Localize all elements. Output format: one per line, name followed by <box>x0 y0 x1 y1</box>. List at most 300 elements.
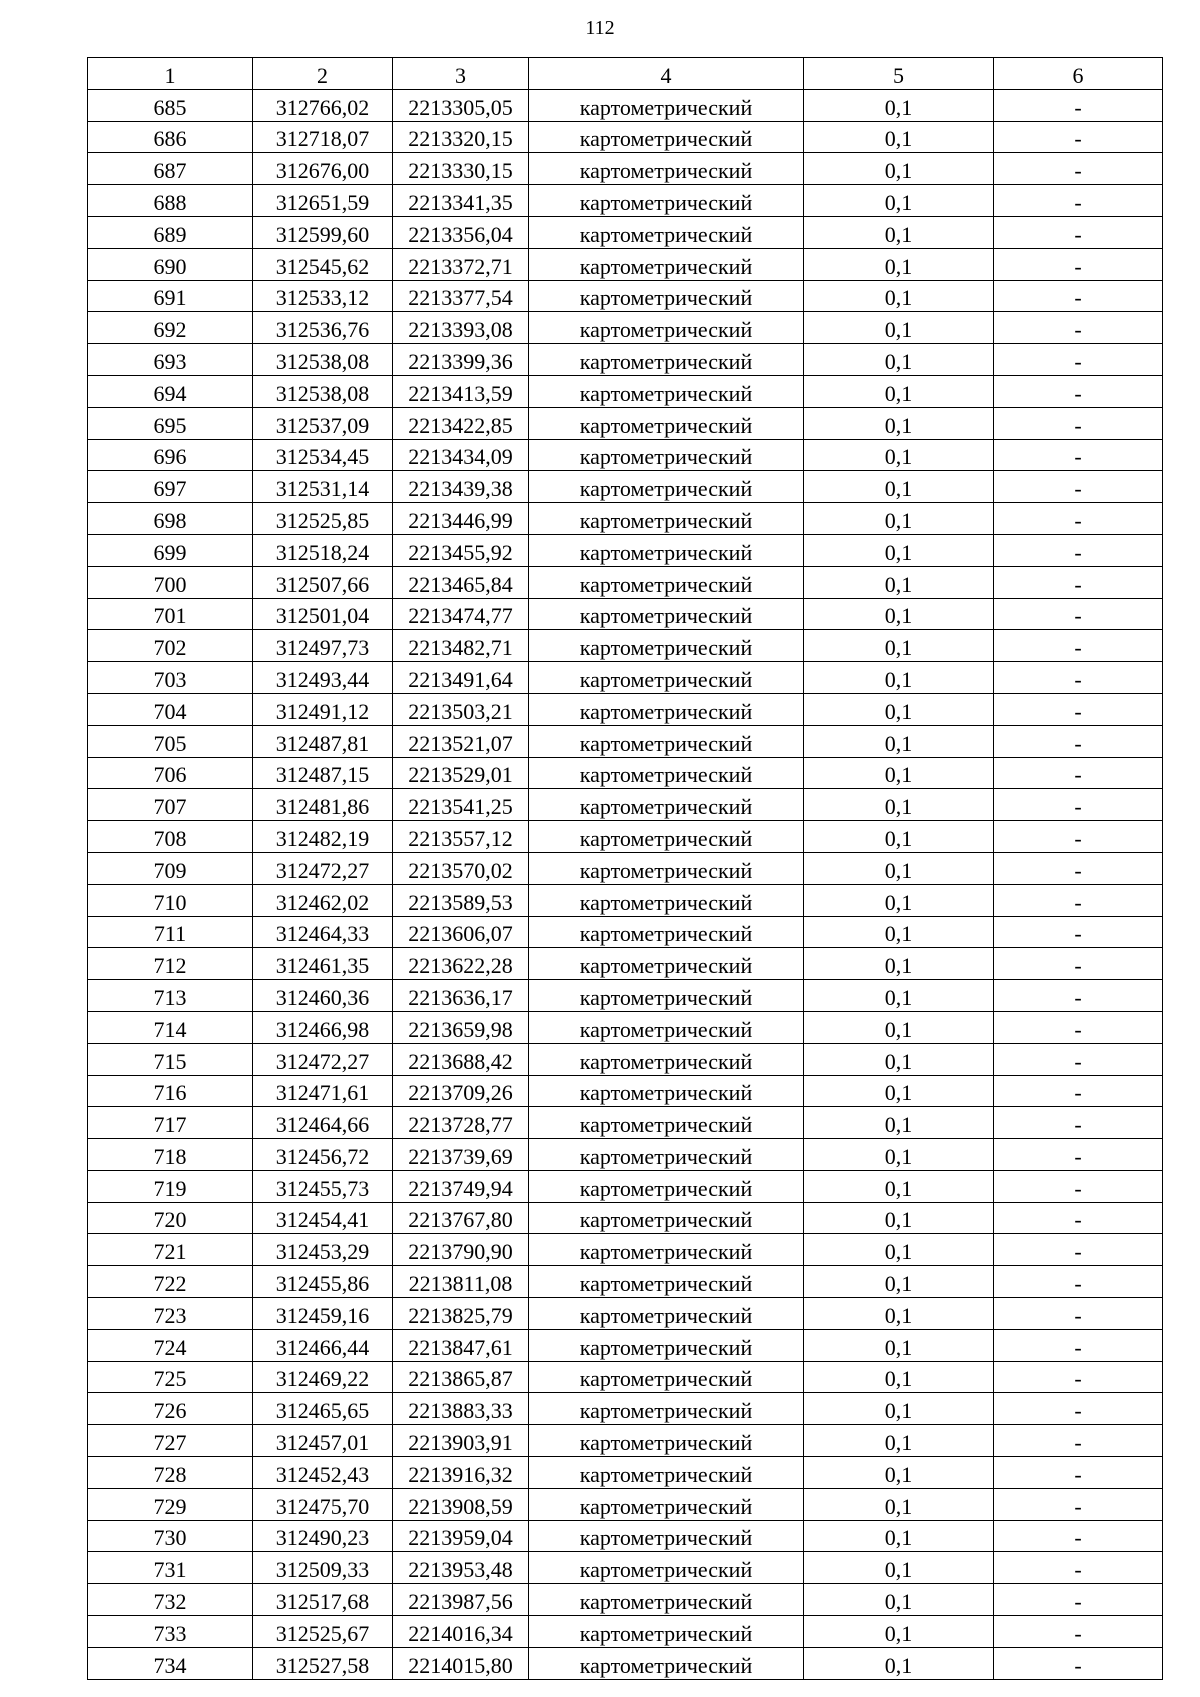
accuracy-cell: 0,1 <box>804 280 994 312</box>
page-number: 112 <box>585 17 615 39</box>
x-coordinate-cell: 312455,86 <box>253 1266 393 1298</box>
method-cell: картометрический <box>529 1170 804 1202</box>
note-cell: - <box>994 1075 1163 1107</box>
accuracy-cell: 0,1 <box>804 980 994 1012</box>
note-cell: - <box>994 980 1163 1012</box>
method-cell: картометрический <box>529 153 804 185</box>
table-row <box>88 1361 1163 1393</box>
x-coordinate-cell: 312497,73 <box>253 630 393 662</box>
accuracy-cell: 0,1 <box>804 852 994 884</box>
y-coordinate-cell: 2213767,80 <box>393 1202 529 1234</box>
table-row <box>88 948 1163 980</box>
method-cell: картометрический <box>529 884 804 916</box>
method-cell: картометрический <box>529 1329 804 1361</box>
point-number-cell: 724 <box>88 1329 253 1361</box>
accuracy-cell: 0,1 <box>804 1361 994 1393</box>
method-cell: картометрический <box>529 1202 804 1234</box>
coordinates-table <box>87 57 1163 1680</box>
point-number-cell: 689 <box>88 216 253 248</box>
accuracy-cell: 0,1 <box>804 216 994 248</box>
accuracy-cell: 0,1 <box>804 185 994 217</box>
x-coordinate-cell: 312455,73 <box>253 1170 393 1202</box>
accuracy-cell: 0,1 <box>804 1584 994 1616</box>
x-coordinate-cell: 312490,23 <box>253 1520 393 1552</box>
method-cell: картометрический <box>529 1616 804 1648</box>
note-cell: - <box>994 312 1163 344</box>
point-number-cell: 694 <box>88 375 253 407</box>
accuracy-cell: 0,1 <box>804 1170 994 1202</box>
y-coordinate-cell: 2213446,99 <box>393 503 529 535</box>
point-number-cell: 690 <box>88 248 253 280</box>
x-coordinate-cell: 312533,12 <box>253 280 393 312</box>
y-coordinate-cell: 2213908,59 <box>393 1488 529 1520</box>
note-cell: - <box>994 1552 1163 1584</box>
y-coordinate-cell: 2213589,53 <box>393 884 529 916</box>
method-cell: картометрический <box>529 312 804 344</box>
accuracy-cell: 0,1 <box>804 407 994 439</box>
note-cell: - <box>994 153 1163 185</box>
note-cell: - <box>994 1393 1163 1425</box>
accuracy-cell: 0,1 <box>804 439 994 471</box>
table-header <box>88 58 1163 90</box>
y-coordinate-cell: 2213688,42 <box>393 1043 529 1075</box>
table-row <box>88 1298 1163 1330</box>
table-row <box>88 312 1163 344</box>
note-cell: - <box>994 1647 1163 1679</box>
method-cell: картометрический <box>529 248 804 280</box>
x-coordinate-cell: 312464,33 <box>253 916 393 948</box>
method-cell: картометрический <box>529 1075 804 1107</box>
method-cell: картометрический <box>529 1107 804 1139</box>
point-number-cell: 704 <box>88 693 253 725</box>
note-cell: - <box>994 89 1163 121</box>
point-number-cell: 702 <box>88 630 253 662</box>
table-row <box>88 344 1163 376</box>
note-cell: - <box>994 598 1163 630</box>
table-row <box>88 1552 1163 1584</box>
point-number-cell: 722 <box>88 1266 253 1298</box>
table-row <box>88 407 1163 439</box>
y-coordinate-cell: 2213465,84 <box>393 566 529 598</box>
y-coordinate-cell: 2213903,91 <box>393 1425 529 1457</box>
table-row <box>88 375 1163 407</box>
table-row <box>88 980 1163 1012</box>
accuracy-cell: 0,1 <box>804 789 994 821</box>
table-row <box>88 471 1163 503</box>
accuracy-cell: 0,1 <box>804 1075 994 1107</box>
accuracy-cell: 0,1 <box>804 121 994 153</box>
method-cell: картометрический <box>529 821 804 853</box>
note-cell: - <box>994 407 1163 439</box>
table-row <box>88 852 1163 884</box>
note-cell: - <box>994 884 1163 916</box>
table-row <box>88 1647 1163 1679</box>
method-cell: картометрический <box>529 1393 804 1425</box>
y-coordinate-cell: 2213320,15 <box>393 121 529 153</box>
note-cell: - <box>994 1457 1163 1489</box>
accuracy-cell: 0,1 <box>804 471 994 503</box>
method-cell: картометрический <box>529 534 804 566</box>
y-coordinate-cell: 2213503,21 <box>393 693 529 725</box>
y-coordinate-cell: 2213330,15 <box>393 153 529 185</box>
table-row <box>88 693 1163 725</box>
method-cell: картометрический <box>529 789 804 821</box>
note-cell: - <box>994 1298 1163 1330</box>
x-coordinate-cell: 312466,98 <box>253 1011 393 1043</box>
table-row <box>88 248 1163 280</box>
point-number-cell: 696 <box>88 439 253 471</box>
table-row <box>88 1139 1163 1171</box>
x-coordinate-cell: 312766,02 <box>253 89 393 121</box>
point-number-cell: 718 <box>88 1139 253 1171</box>
method-cell: картометрический <box>529 503 804 535</box>
x-coordinate-cell: 312517,68 <box>253 1584 393 1616</box>
table-row <box>88 153 1163 185</box>
x-coordinate-cell: 312459,16 <box>253 1298 393 1330</box>
accuracy-cell: 0,1 <box>804 598 994 630</box>
x-coordinate-cell: 312454,41 <box>253 1202 393 1234</box>
table-row <box>88 1616 1163 1648</box>
y-coordinate-cell: 2213790,90 <box>393 1234 529 1266</box>
accuracy-cell: 0,1 <box>804 248 994 280</box>
note-cell: - <box>994 503 1163 535</box>
method-cell: картометрический <box>529 1520 804 1552</box>
table-row <box>88 1107 1163 1139</box>
accuracy-cell: 0,1 <box>804 662 994 694</box>
accuracy-cell: 0,1 <box>804 1011 994 1043</box>
y-coordinate-cell: 2213749,94 <box>393 1170 529 1202</box>
table-row <box>88 1234 1163 1266</box>
point-number-cell: 710 <box>88 884 253 916</box>
y-coordinate-cell: 2213636,17 <box>393 980 529 1012</box>
accuracy-cell: 0,1 <box>804 375 994 407</box>
x-coordinate-cell: 312538,08 <box>253 344 393 376</box>
x-coordinate-cell: 312534,45 <box>253 439 393 471</box>
table-row <box>88 1584 1163 1616</box>
point-number-cell: 711 <box>88 916 253 948</box>
table-row <box>88 185 1163 217</box>
table-row <box>88 280 1163 312</box>
accuracy-cell: 0,1 <box>804 534 994 566</box>
point-number-cell: 732 <box>88 1584 253 1616</box>
column-header-6: 6 <box>994 58 1163 90</box>
x-coordinate-cell: 312536,76 <box>253 312 393 344</box>
table-row <box>88 1202 1163 1234</box>
note-cell: - <box>994 1425 1163 1457</box>
point-number-cell: 695 <box>88 407 253 439</box>
point-number-cell: 705 <box>88 725 253 757</box>
y-coordinate-cell: 2213709,26 <box>393 1075 529 1107</box>
x-coordinate-cell: 312472,27 <box>253 852 393 884</box>
note-cell: - <box>994 821 1163 853</box>
x-coordinate-cell: 312501,04 <box>253 598 393 630</box>
table-row <box>88 1043 1163 1075</box>
table-row <box>88 534 1163 566</box>
x-coordinate-cell: 312718,07 <box>253 121 393 153</box>
x-coordinate-cell: 312525,67 <box>253 1616 393 1648</box>
x-coordinate-cell: 312475,70 <box>253 1488 393 1520</box>
accuracy-cell: 0,1 <box>804 312 994 344</box>
x-coordinate-cell: 312452,43 <box>253 1457 393 1489</box>
accuracy-cell: 0,1 <box>804 344 994 376</box>
table-row <box>88 757 1163 789</box>
note-cell: - <box>994 216 1163 248</box>
accuracy-cell: 0,1 <box>804 1329 994 1361</box>
note-cell: - <box>994 948 1163 980</box>
y-coordinate-cell: 2213422,85 <box>393 407 529 439</box>
method-cell: картометрический <box>529 1298 804 1330</box>
method-cell: картометрический <box>529 89 804 121</box>
y-coordinate-cell: 2213356,04 <box>393 216 529 248</box>
method-cell: картометрический <box>529 598 804 630</box>
x-coordinate-cell: 312460,36 <box>253 980 393 1012</box>
point-number-cell: 734 <box>88 1647 253 1679</box>
method-cell: картометрический <box>529 916 804 948</box>
table-row <box>88 1329 1163 1361</box>
y-coordinate-cell: 2213570,02 <box>393 852 529 884</box>
y-coordinate-cell: 2213455,92 <box>393 534 529 566</box>
point-number-cell: 685 <box>88 89 253 121</box>
table-row <box>88 1075 1163 1107</box>
table-row <box>88 121 1163 153</box>
x-coordinate-cell: 312461,35 <box>253 948 393 980</box>
x-coordinate-cell: 312471,61 <box>253 1075 393 1107</box>
method-cell: картометрический <box>529 1552 804 1584</box>
y-coordinate-cell: 2213541,25 <box>393 789 529 821</box>
x-coordinate-cell: 312518,24 <box>253 534 393 566</box>
x-coordinate-cell: 312462,02 <box>253 884 393 916</box>
note-cell: - <box>994 1616 1163 1648</box>
table-row <box>88 630 1163 662</box>
note-cell: - <box>994 1170 1163 1202</box>
note-cell: - <box>994 1234 1163 1266</box>
method-cell: картометрический <box>529 630 804 662</box>
y-coordinate-cell: 2213529,01 <box>393 757 529 789</box>
accuracy-cell: 0,1 <box>804 693 994 725</box>
note-cell: - <box>994 757 1163 789</box>
y-coordinate-cell: 2213474,77 <box>393 598 529 630</box>
accuracy-cell: 0,1 <box>804 1266 994 1298</box>
method-cell: картометрический <box>529 439 804 471</box>
note-cell: - <box>994 916 1163 948</box>
x-coordinate-cell: 312525,85 <box>253 503 393 535</box>
table-row <box>88 916 1163 948</box>
y-coordinate-cell: 2213413,59 <box>393 375 529 407</box>
x-coordinate-cell: 312466,44 <box>253 1329 393 1361</box>
accuracy-cell: 0,1 <box>804 1139 994 1171</box>
point-number-cell: 721 <box>88 1234 253 1266</box>
note-cell: - <box>994 1361 1163 1393</box>
y-coordinate-cell: 2213482,71 <box>393 630 529 662</box>
x-coordinate-cell: 312493,44 <box>253 662 393 694</box>
table-body <box>88 89 1163 1679</box>
point-number-cell: 725 <box>88 1361 253 1393</box>
accuracy-cell: 0,1 <box>804 725 994 757</box>
note-cell: - <box>994 630 1163 662</box>
column-header-5: 5 <box>804 58 994 90</box>
accuracy-cell: 0,1 <box>804 1425 994 1457</box>
method-cell: картометрический <box>529 1043 804 1075</box>
x-coordinate-cell: 312469,22 <box>253 1361 393 1393</box>
method-cell: картометрический <box>529 1011 804 1043</box>
x-coordinate-cell: 312482,19 <box>253 821 393 853</box>
point-number-cell: 713 <box>88 980 253 1012</box>
table-row <box>88 1457 1163 1489</box>
method-cell: картометрический <box>529 1425 804 1457</box>
x-coordinate-cell: 312651,59 <box>253 185 393 217</box>
note-cell: - <box>994 1011 1163 1043</box>
accuracy-cell: 0,1 <box>804 503 994 535</box>
table-row <box>88 1011 1163 1043</box>
y-coordinate-cell: 2213491,64 <box>393 662 529 694</box>
y-coordinate-cell: 2213865,87 <box>393 1361 529 1393</box>
y-coordinate-cell: 2213953,48 <box>393 1552 529 1584</box>
x-coordinate-cell: 312472,27 <box>253 1043 393 1075</box>
column-header-2: 2 <box>253 58 393 90</box>
accuracy-cell: 0,1 <box>804 153 994 185</box>
point-number-cell: 723 <box>88 1298 253 1330</box>
point-number-cell: 730 <box>88 1520 253 1552</box>
method-cell: картометрический <box>529 1234 804 1266</box>
note-cell: - <box>994 1202 1163 1234</box>
note-cell: - <box>994 471 1163 503</box>
table-row <box>88 1425 1163 1457</box>
point-number-cell: 726 <box>88 1393 253 1425</box>
table-row <box>88 725 1163 757</box>
table-row <box>88 598 1163 630</box>
point-number-cell: 687 <box>88 153 253 185</box>
table-row <box>88 89 1163 121</box>
accuracy-cell: 0,1 <box>804 1647 994 1679</box>
method-cell: картометрический <box>529 280 804 312</box>
method-cell: картометрический <box>529 725 804 757</box>
y-coordinate-cell: 2213959,04 <box>393 1520 529 1552</box>
y-coordinate-cell: 2213739,69 <box>393 1139 529 1171</box>
x-coordinate-cell: 312465,65 <box>253 1393 393 1425</box>
method-cell: картометрический <box>529 980 804 1012</box>
point-number-cell: 729 <box>88 1488 253 1520</box>
x-coordinate-cell: 312509,33 <box>253 1552 393 1584</box>
y-coordinate-cell: 2214016,34 <box>393 1616 529 1648</box>
point-number-cell: 715 <box>88 1043 253 1075</box>
method-cell: картометрический <box>529 1457 804 1489</box>
method-cell: картометрический <box>529 948 804 980</box>
note-cell: - <box>994 1043 1163 1075</box>
x-coordinate-cell: 312481,86 <box>253 789 393 821</box>
y-coordinate-cell: 2213434,09 <box>393 439 529 471</box>
table-row <box>88 1520 1163 1552</box>
y-coordinate-cell: 2213728,77 <box>393 1107 529 1139</box>
accuracy-cell: 0,1 <box>804 1520 994 1552</box>
table-row <box>88 503 1163 535</box>
point-number-cell: 697 <box>88 471 253 503</box>
point-number-cell: 692 <box>88 312 253 344</box>
y-coordinate-cell: 2213883,33 <box>393 1393 529 1425</box>
y-coordinate-cell: 2213372,71 <box>393 248 529 280</box>
point-number-cell: 701 <box>88 598 253 630</box>
method-cell: картометрический <box>529 344 804 376</box>
y-coordinate-cell: 2213825,79 <box>393 1298 529 1330</box>
accuracy-cell: 0,1 <box>804 1393 994 1425</box>
table-row <box>88 1170 1163 1202</box>
method-cell: картометрический <box>529 471 804 503</box>
point-number-cell: 688 <box>88 185 253 217</box>
accuracy-cell: 0,1 <box>804 1457 994 1489</box>
method-cell: картометрический <box>529 852 804 884</box>
method-cell: картометрический <box>529 375 804 407</box>
table-row <box>88 789 1163 821</box>
point-number-cell: 717 <box>88 1107 253 1139</box>
accuracy-cell: 0,1 <box>804 884 994 916</box>
note-cell: - <box>994 1139 1163 1171</box>
method-cell: картометрический <box>529 1266 804 1298</box>
x-coordinate-cell: 312545,62 <box>253 248 393 280</box>
accuracy-cell: 0,1 <box>804 1107 994 1139</box>
x-coordinate-cell: 312676,00 <box>253 153 393 185</box>
y-coordinate-cell: 2213847,61 <box>393 1329 529 1361</box>
note-cell: - <box>994 185 1163 217</box>
method-cell: картометрический <box>529 1584 804 1616</box>
accuracy-cell: 0,1 <box>804 1616 994 1648</box>
note-cell: - <box>994 1520 1163 1552</box>
x-coordinate-cell: 312527,58 <box>253 1647 393 1679</box>
point-number-cell: 727 <box>88 1425 253 1457</box>
method-cell: картометрический <box>529 1361 804 1393</box>
x-coordinate-cell: 312537,09 <box>253 407 393 439</box>
note-cell: - <box>994 566 1163 598</box>
x-coordinate-cell: 312487,81 <box>253 725 393 757</box>
note-cell: - <box>994 534 1163 566</box>
method-cell: картометрический <box>529 757 804 789</box>
y-coordinate-cell: 2213341,35 <box>393 185 529 217</box>
table-row <box>88 884 1163 916</box>
header-row <box>88 58 1163 90</box>
method-cell: картометрический <box>529 1647 804 1679</box>
accuracy-cell: 0,1 <box>804 630 994 662</box>
accuracy-cell: 0,1 <box>804 566 994 598</box>
point-number-cell: 686 <box>88 121 253 153</box>
y-coordinate-cell: 2213811,08 <box>393 1266 529 1298</box>
column-header-4: 4 <box>529 58 804 90</box>
point-number-cell: 716 <box>88 1075 253 1107</box>
point-number-cell: 709 <box>88 852 253 884</box>
accuracy-cell: 0,1 <box>804 757 994 789</box>
column-header-1: 1 <box>88 58 253 90</box>
x-coordinate-cell: 312491,12 <box>253 693 393 725</box>
point-number-cell: 731 <box>88 1552 253 1584</box>
x-coordinate-cell: 312507,66 <box>253 566 393 598</box>
table-row <box>88 1488 1163 1520</box>
note-cell: - <box>994 280 1163 312</box>
point-number-cell: 699 <box>88 534 253 566</box>
y-coordinate-cell: 2213987,56 <box>393 1584 529 1616</box>
x-coordinate-cell: 312599,60 <box>253 216 393 248</box>
x-coordinate-cell: 312531,14 <box>253 471 393 503</box>
table-row <box>88 216 1163 248</box>
method-cell: картометрический <box>529 662 804 694</box>
table-row <box>88 566 1163 598</box>
y-coordinate-cell: 2214015,80 <box>393 1647 529 1679</box>
point-number-cell: 693 <box>88 344 253 376</box>
method-cell: картометрический <box>529 566 804 598</box>
x-coordinate-cell: 312487,15 <box>253 757 393 789</box>
note-cell: - <box>994 1107 1163 1139</box>
y-coordinate-cell: 2213622,28 <box>393 948 529 980</box>
accuracy-cell: 0,1 <box>804 1552 994 1584</box>
table-row <box>88 439 1163 471</box>
method-cell: картометрический <box>529 1139 804 1171</box>
point-number-cell: 720 <box>88 1202 253 1234</box>
